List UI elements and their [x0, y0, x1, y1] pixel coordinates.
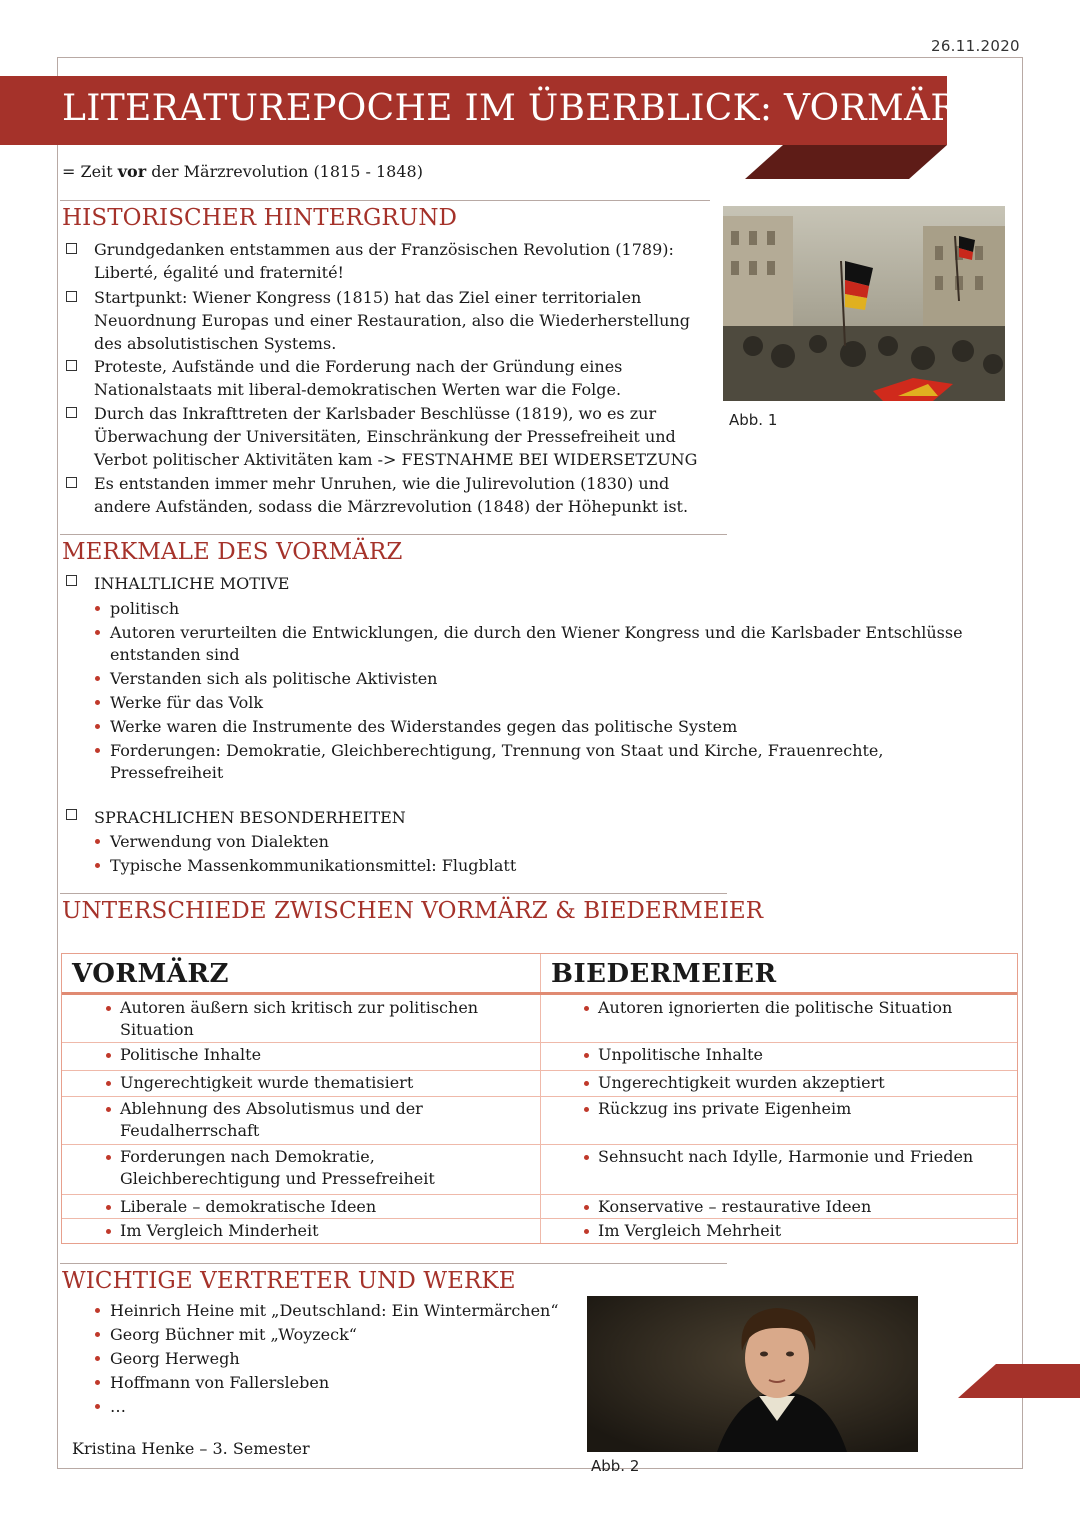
revolution-painting: [723, 206, 1005, 401]
bullet-dot: [584, 1107, 589, 1112]
biedermeier-cell-line: Konservative – restaurative Ideen: [598, 1197, 872, 1216]
bullet-dot: [584, 1229, 589, 1234]
history-item-line: Durch das Inkrafttreten der Karlsbader Beschlüsse (1819), wo es zur: [94, 404, 657, 423]
bullet-dot: [95, 1380, 100, 1385]
bullet-dot: [106, 1006, 111, 1011]
vormaerz-cell-line: Ungerechtigkeit wurde thematisiert: [120, 1073, 414, 1092]
history-item-line: Es entstanden immer mehr Unruhen, wie die Julirevolution (1830) und: [94, 474, 670, 493]
vormaerz-cell-line: Im Vergleich Minderheit: [120, 1221, 319, 1240]
biedermeier-cell-line: Unpolitische Inhalte: [598, 1045, 763, 1064]
bullet-dot: [584, 1205, 589, 1210]
comparison-heading: UNTERSCHIEDE ZWISCHEN VORMÄRZ & BIEDERMEIER: [62, 898, 764, 924]
vormaerz-cell-line: Liberale – demokratische Ideen: [120, 1197, 377, 1216]
biedermeier-cell-line: Autoren ignorierten die politische Situation: [598, 998, 953, 1017]
bullet-dot: [95, 700, 100, 705]
bullet-dot: [106, 1205, 111, 1210]
vormaerz-cell-line: Forderungen nach Demokratie,: [120, 1147, 375, 1166]
history-item-line: andere Aufständen, sodass die Märzrevolution (1848) der Höhepunkt ist.: [94, 497, 689, 516]
content-motifs-label: INHALTLICHE MOTIVE: [94, 574, 290, 593]
checkbox: [66, 575, 77, 586]
row-divider: [62, 1144, 1017, 1145]
bullet-dot: [95, 1356, 100, 1361]
banner-ribbon-decoration: [745, 145, 947, 179]
author-item: Georg Herwegh: [110, 1349, 240, 1368]
history-item-line: Proteste, Aufstände und die Forderung nach der Gründung eines: [94, 357, 623, 376]
history-item-line: Liberté, égalité und fraternité!: [94, 263, 344, 282]
vormaerz-cell-line: Autoren äußern sich kritisch zur politischen: [120, 998, 479, 1017]
content-motif-item: politisch: [110, 599, 180, 618]
author-item: …: [110, 1397, 126, 1416]
bullet-dot: [106, 1053, 111, 1058]
bullet-dot: [95, 1404, 100, 1409]
history-item-line: Verbot politischer Aktivitäten kam -> FESTNAHME BEI WIDERSETZUNG: [94, 450, 698, 469]
language-feature-item: Typische Massenkommunikationsmittel: Flugblatt: [110, 856, 517, 875]
content-motif-item: Autoren verurteilten die Entwicklungen, die durch den Wiener Kongress und die Karlsbader Entschlüsse: [110, 623, 963, 642]
vormaerz-cell-line: Politische Inhalte: [120, 1045, 262, 1064]
checkbox: [66, 407, 77, 418]
checkbox: [66, 360, 77, 371]
checkbox: [66, 291, 77, 302]
row-divider: [62, 1070, 1017, 1071]
image-caption-2: Abb. 2: [591, 1457, 640, 1475]
history-item-line: Startpunkt: Wiener Kongress (1815) hat das Ziel einer territorialen: [94, 288, 642, 307]
vormaerz-cell-line: Ablehnung des Absolutismus und der: [120, 1099, 423, 1118]
history-item-line: Nationalstaats mit liberal-demokratischen Werten war die Folge.: [94, 380, 622, 399]
bullet-dot: [106, 1229, 111, 1234]
bullet-dot: [106, 1107, 111, 1112]
row-divider: [62, 1096, 1017, 1097]
author-item: Georg Büchner mit „Woyzeck“: [110, 1325, 357, 1344]
author-item: Hoffmann von Fallersleben: [110, 1373, 330, 1392]
bullet-dot: [95, 606, 100, 611]
language-feature-item: Verwendung von Dialekten: [110, 832, 329, 851]
content-motif-item: Verstanden sich als politische Aktivisten: [110, 669, 438, 688]
history-item-line: des absolutistischen Systems.: [94, 334, 337, 353]
image-caption-1: Abb. 1: [729, 411, 778, 429]
history-item-line: Überwachung der Universitäten, Einschränkung der Pressefreiheit und: [94, 427, 676, 446]
divider: [60, 200, 710, 201]
bullet-dot: [584, 1053, 589, 1058]
column-header-biedermeier: BIEDERMEIER: [551, 959, 777, 989]
heine-portrait: [587, 1296, 918, 1452]
content-motif-item: entstanden sind: [110, 645, 240, 664]
row-divider: [62, 1042, 1017, 1043]
history-item-line: Grundgedanken entstammen aus der Französischen Revolution (1789):: [94, 240, 674, 259]
header-underline: [62, 992, 1017, 995]
bullet-dot: [95, 676, 100, 681]
divider: [60, 534, 727, 535]
bullet-dot: [95, 1308, 100, 1313]
content-motif-item: Werke für das Volk: [110, 693, 264, 712]
epoch-definition: = Zeit vor der Märzrevolution (1815 - 1848): [62, 162, 423, 181]
bullet-dot: [106, 1081, 111, 1086]
content-motif-item: Forderungen: Demokratie, Gleichberechtigung, Trennung von Staat und Kirche, Frauenrechte,: [110, 741, 884, 760]
checkbox: [66, 809, 77, 820]
bullet-dot: [95, 1332, 100, 1337]
corner-ribbon-decoration: [958, 1364, 1080, 1398]
row-divider: [62, 1194, 1017, 1195]
vormaerz-cell-line: Feudalherrschaft: [120, 1121, 260, 1140]
column-divider: [540, 954, 541, 1243]
bullet-dot: [584, 1155, 589, 1160]
bullet-dot: [95, 839, 100, 844]
checkbox: [66, 243, 77, 254]
bullet-dot: [95, 724, 100, 729]
authors-heading: WICHTIGE VERTRETER UND WERKE: [62, 1268, 516, 1294]
content-motif-item: Werke waren die Instrumente des Widerstandes gegen das politische System: [110, 717, 738, 736]
language-features-label: SPRACHLICHEN BESONDERHEITEN: [94, 808, 406, 827]
divider: [60, 893, 727, 894]
comparison-table: [61, 953, 1018, 1244]
checkbox: [66, 477, 77, 488]
divider: [60, 1263, 727, 1264]
biedermeier-cell-line: Im Vergleich Mehrheit: [598, 1221, 782, 1240]
biedermeier-cell-line: Rückzug ins private Eigenheim: [598, 1099, 852, 1118]
footer-author: Kristina Henke – 3. Semester: [72, 1439, 310, 1458]
history-heading: HISTORISCHER HINTERGRUND: [62, 205, 458, 231]
bullet-dot: [106, 1155, 111, 1160]
biedermeier-cell-line: Ungerechtigkeit wurden akzeptiert: [598, 1073, 885, 1092]
bullet-dot: [95, 748, 100, 753]
author-item: Heinrich Heine mit „Deutschland: Ein Wintermärchen“: [110, 1301, 559, 1320]
bullet-dot: [95, 863, 100, 868]
features-heading: MERKMALE DES VORMÄRZ: [62, 539, 403, 565]
bullet-dot: [584, 1006, 589, 1011]
vormaerz-cell-line: Gleichberechtigung und Pressefreiheit: [120, 1169, 435, 1188]
bullet-dot: [584, 1081, 589, 1086]
bullet-dot: [95, 630, 100, 635]
history-item-line: Neuordnung Europas und einer Restauration, also die Wiederherstellung: [94, 311, 690, 330]
page-title: LITERATUREPOCHE IM ÜBERBLICK: VORMÄRZ: [62, 88, 984, 129]
row-divider: [62, 1218, 1017, 1219]
column-header-vormaerz: VORMÄRZ: [72, 959, 230, 989]
date: 26.11.2020: [931, 37, 1020, 55]
content-motif-item: Pressefreiheit: [110, 763, 224, 782]
vormaerz-cell-line: Situation: [120, 1020, 194, 1039]
biedermeier-cell-line: Sehnsucht nach Idylle, Harmonie und Frieden: [598, 1147, 974, 1166]
